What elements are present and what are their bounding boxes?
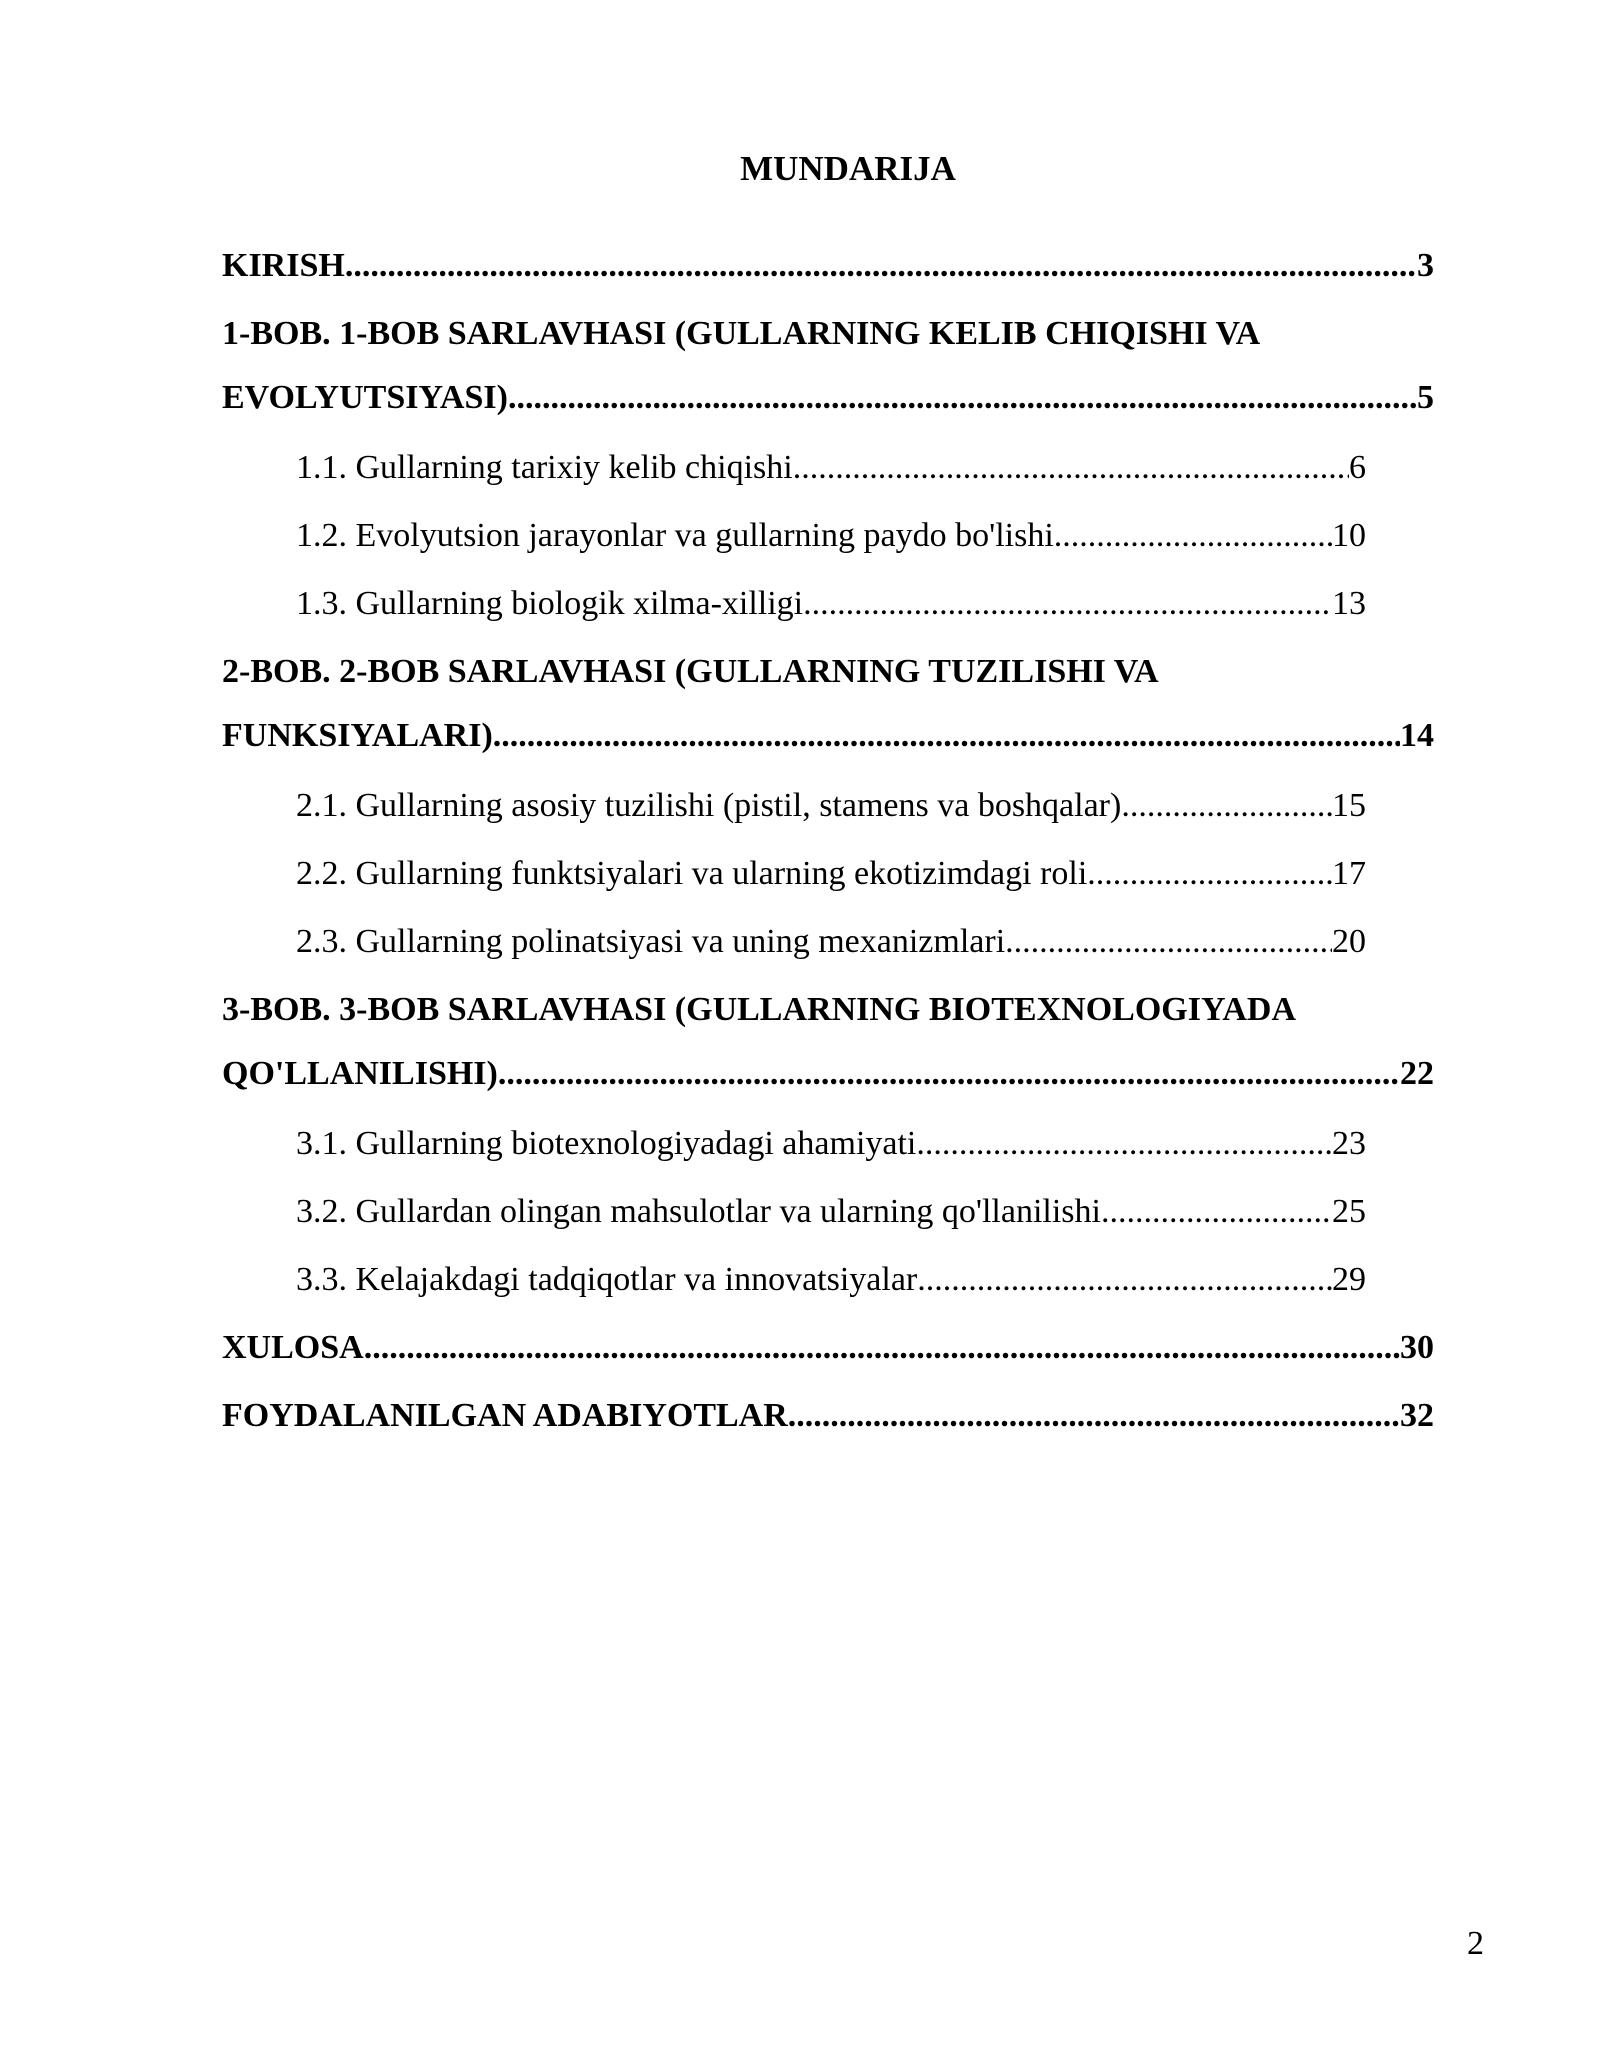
toc-page-number: 13	[1332, 585, 1366, 622]
dot-leader	[498, 1044, 1400, 1104]
toc-chapter-3-heading-cont[interactable]	[222, 1044, 1434, 1110]
toc-page-number: 23	[1332, 1125, 1366, 1162]
toc-entry-1-1[interactable]	[296, 434, 1366, 502]
page-title: MUNDARIJA	[740, 149, 956, 188]
toc-page-number: 29	[1332, 1261, 1366, 1298]
dot-leader	[1101, 1178, 1332, 1246]
toc-chapter-1-heading-cont[interactable]	[222, 368, 1434, 434]
dot-leader	[917, 1246, 1332, 1314]
toc-entry-label: QO'LLANILISHI)	[222, 1055, 498, 1092]
toc-entry-3-2[interactable]	[296, 1178, 1366, 1246]
dot-leader	[1087, 840, 1332, 908]
toc-entry-label: 1.3. Gullarning biologik xilma-xilligi	[296, 585, 804, 622]
toc-entry-2-2[interactable]	[296, 840, 1366, 908]
toc-entry-label: 1.2. Evolyutsion jarayonlar va gullarning paydo bo'lishi	[296, 517, 1054, 554]
dot-leader	[1054, 502, 1332, 570]
toc-entry-label: 3.3. Kelajakdagi tadqiqotlar va innovatsiyalar	[296, 1261, 918, 1298]
toc-chapter-2-heading[interactable]	[222, 638, 1434, 706]
toc-entry-references[interactable]	[222, 1382, 1434, 1450]
toc-entry-2-3[interactable]	[296, 908, 1366, 976]
toc-entry-3-3[interactable]	[296, 1246, 1366, 1314]
toc-entry-label: 2.2. Gullarning funktsiyalari va ularning ekotizimdagi roli	[296, 855, 1088, 892]
page-number: 2	[1467, 1925, 1484, 1962]
toc-page-number: 10	[1332, 517, 1366, 554]
dot-leader	[345, 232, 1417, 300]
toc-entry-label: 3.2. Gullardan olingan mahsulotlar va ularning qo'llanilishi	[296, 1193, 1101, 1230]
toc-page-number: 32	[1400, 1397, 1434, 1434]
dot-leader	[916, 1110, 1332, 1178]
toc-page-number: 17	[1332, 855, 1366, 892]
toc-page-number: 15	[1332, 787, 1366, 824]
dot-leader	[803, 570, 1332, 638]
toc-chapter-1-heading[interactable]	[222, 300, 1434, 368]
dot-leader	[793, 434, 1349, 502]
dot-leader	[1005, 908, 1332, 976]
toc-entry-3-1[interactable]	[296, 1110, 1366, 1178]
dot-leader	[493, 706, 1400, 766]
dot-leader	[508, 368, 1417, 428]
toc-chapter-2-heading-cont[interactable]	[222, 706, 1434, 772]
toc-page-number: 14	[1400, 717, 1434, 754]
toc-page-number: 3	[1417, 247, 1434, 284]
toc-entry-label: 3.1. Gullarning biotexnologiyadagi ahamiyati	[296, 1125, 917, 1162]
toc-chapter-3-heading[interactable]	[222, 976, 1434, 1044]
toc-entry-label: 1.1. Gullarning tarixiy kelib chiqishi	[296, 449, 793, 486]
toc-entry-1-2[interactable]	[296, 502, 1366, 570]
toc-entry-label: FOYDALANILGAN ADABIYOTLAR	[222, 1397, 788, 1434]
toc-entry-label: 2.3. Gullarning polinatsiyasi va uning mexanizmlari	[296, 923, 1006, 960]
toc-entry-xulosa[interactable]	[222, 1314, 1434, 1382]
toc-page-number: 5	[1417, 379, 1434, 416]
toc-page-number: 6	[1349, 449, 1366, 486]
toc-entry-1-3[interactable]	[296, 570, 1366, 638]
toc-entry-label: 2.1. Gullarning asosiy tuzilishi (pistil, stamens va boshqalar)	[296, 787, 1122, 824]
toc-entry-label: 1-BOB. 1-BOB SARLAVHASI (GULLARNING KELIB CHIQISHI VA	[222, 315, 1261, 352]
toc-entry-label: KIRISH	[222, 247, 345, 284]
toc-page-number: 20	[1332, 923, 1366, 960]
toc-entry-label: 2-BOB. 2-BOB SARLAVHASI (GULLARNING TUZILISHI VA	[222, 653, 1159, 690]
toc-page-number: 30	[1400, 1329, 1434, 1366]
toc-page-number: 25	[1332, 1193, 1366, 1230]
toc-entry-label: 3-BOB. 3-BOB SARLAVHASI (GULLARNING BIOTEXNOLOGIYADA	[222, 991, 1297, 1028]
dot-leader	[364, 1314, 1400, 1382]
toc-entry-label: FUNKSIYALARI)	[222, 717, 493, 754]
dot-leader	[1121, 772, 1332, 840]
dot-leader	[788, 1382, 1400, 1450]
toc-page-number: 22	[1400, 1055, 1434, 1092]
table-of-contents	[222, 232, 1434, 1450]
toc-entry-2-1[interactable]	[296, 772, 1366, 840]
toc-entry-label: XULOSA	[222, 1329, 364, 1366]
toc-entry-label: EVOLYUTSIYASI)	[222, 379, 508, 416]
toc-entry-kirish[interactable]	[222, 232, 1434, 300]
